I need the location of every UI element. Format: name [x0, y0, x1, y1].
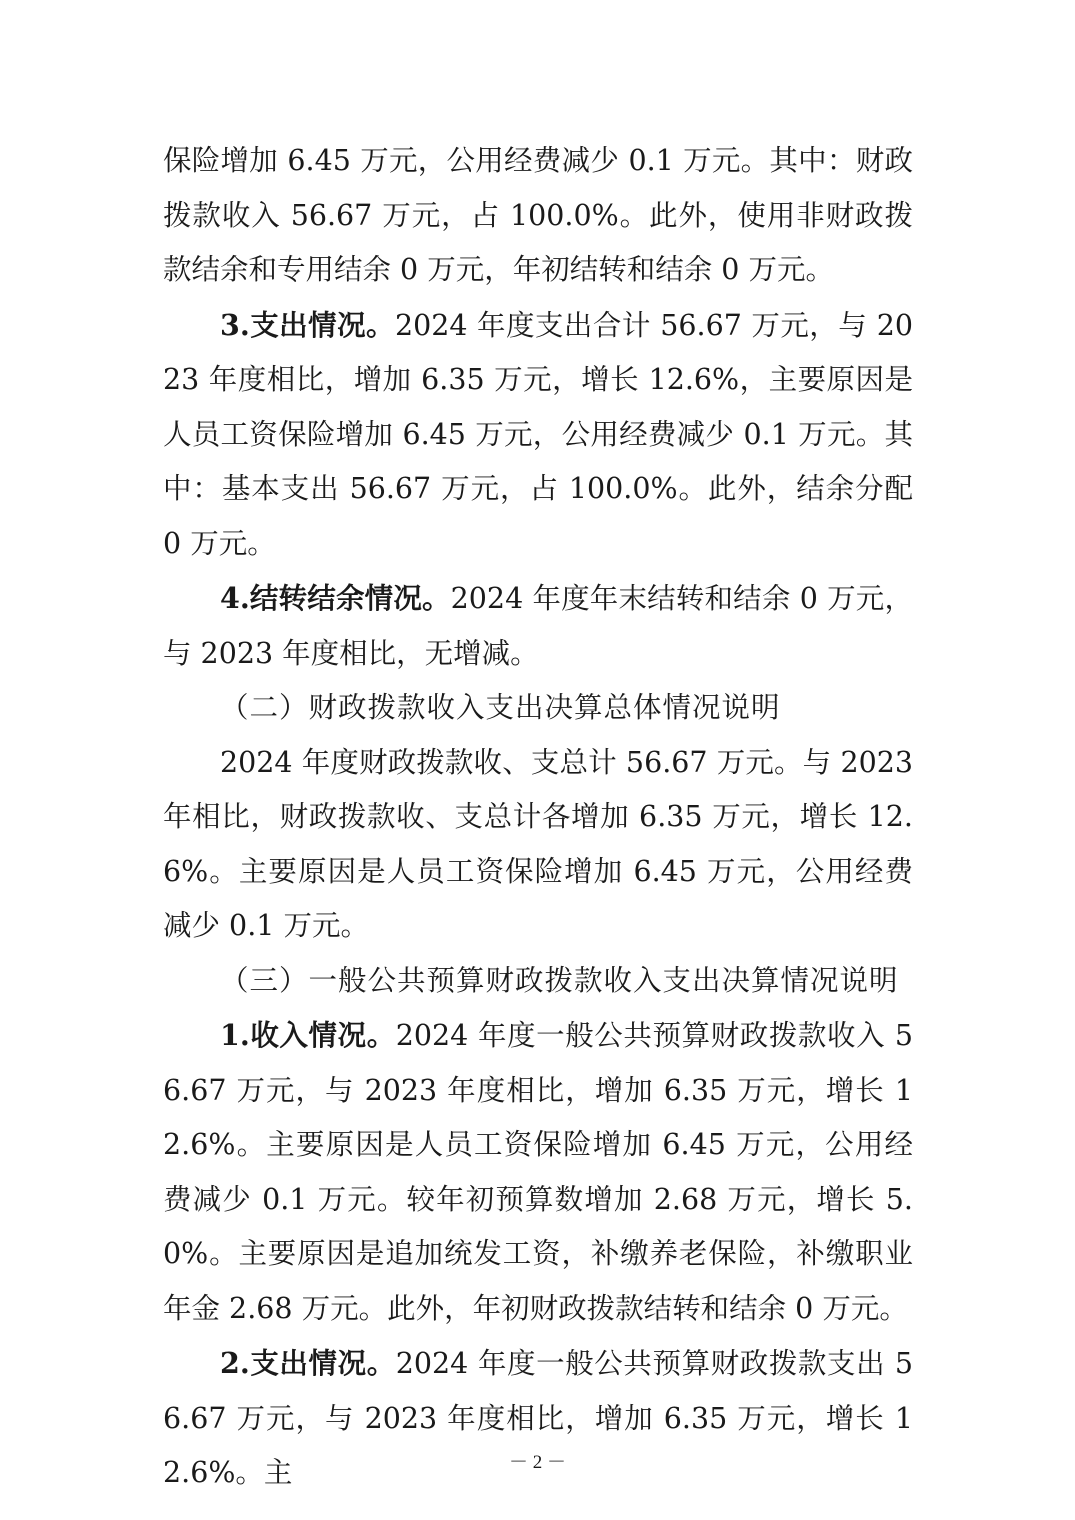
paragraph-text: 2024 年度年末结转和结余 0 万元，与 2023 年度相比，无增减。	[163, 582, 913, 670]
paragraph-lead: 1.收入情况。	[220, 1018, 396, 1052]
paragraph-lead: 3.支出情况。	[220, 307, 395, 342]
paragraph-expenditure	[163, 298, 913, 572]
paragraph-text: 2024 年度一般公共预算财政拨款收入 56.67 万元，与 2023 年度相比，增加 6.35 万元，增长 12.6%。主要原因是人员工资保险增加 6.45 万元，公用经费减少 0.1 万元。较年初预算数增加 2.68 万元，增长 5.0%。主要原因是追加统发工资，补缴养老保险，补缴职业年金 2.68 万元。此外，年初财政拨款结转和结余 0 万元。	[163, 1019, 913, 1325]
paragraph-general-income	[163, 1008, 913, 1336]
paragraph-carryover	[163, 571, 913, 681]
paragraph-text: 2024 年度财政拨款收、支总计 56.67 万元。与 2023 年相比，财政拨款收、支总计各增加 6.35 万元，增长 12.6%。主要原因是人员工资保险增加 6.45 万元，公用经费减少 0.1 万元。	[163, 745, 913, 942]
paragraph-text: 2024 年度一般公共预算财政拨款支出 56.67 万元，与 2023 年度相比，增加 6.35 万元，增长 12.6%。主	[163, 1347, 913, 1489]
paragraph-text: 保险增加 6.45 万元，公用经费减少 0.1 万元。其中：财政拨款收入 56.67 万元，占 100.0%。此外，使用非财政拨款结余和专用结余 0 万元，年初结转和结余 0 万元。	[163, 144, 913, 286]
paragraph-general-expenditure	[163, 1336, 913, 1501]
paragraph-text: 2024 年度支出合计 56.67 万元，与 2023 年度相比，增加 6.35 万元，增长 12.6%，主要原因是人员工资保险增加 6.45 万元，公用经费减少 0.1 万元。其中：基本支出 56.67 万元，占 100.0%。此外，结余分配 0 万元。	[163, 308, 913, 560]
page-number: － 2 －	[508, 1452, 566, 1473]
paragraph-fiscal-total	[163, 736, 913, 954]
section-heading-2: （二）财政拨款收入支出决算总体情况说明	[220, 691, 781, 724]
section-heading-3: （三）一般公共预算财政拨款收入支出决算情况说明	[220, 963, 899, 997]
paragraph-lead: 2.支出情况。	[220, 1346, 396, 1380]
paragraph-lead: 4.结转结余情况。	[220, 581, 451, 615]
document-body	[163, 134, 913, 1501]
paragraph-income-continued	[163, 134, 913, 298]
